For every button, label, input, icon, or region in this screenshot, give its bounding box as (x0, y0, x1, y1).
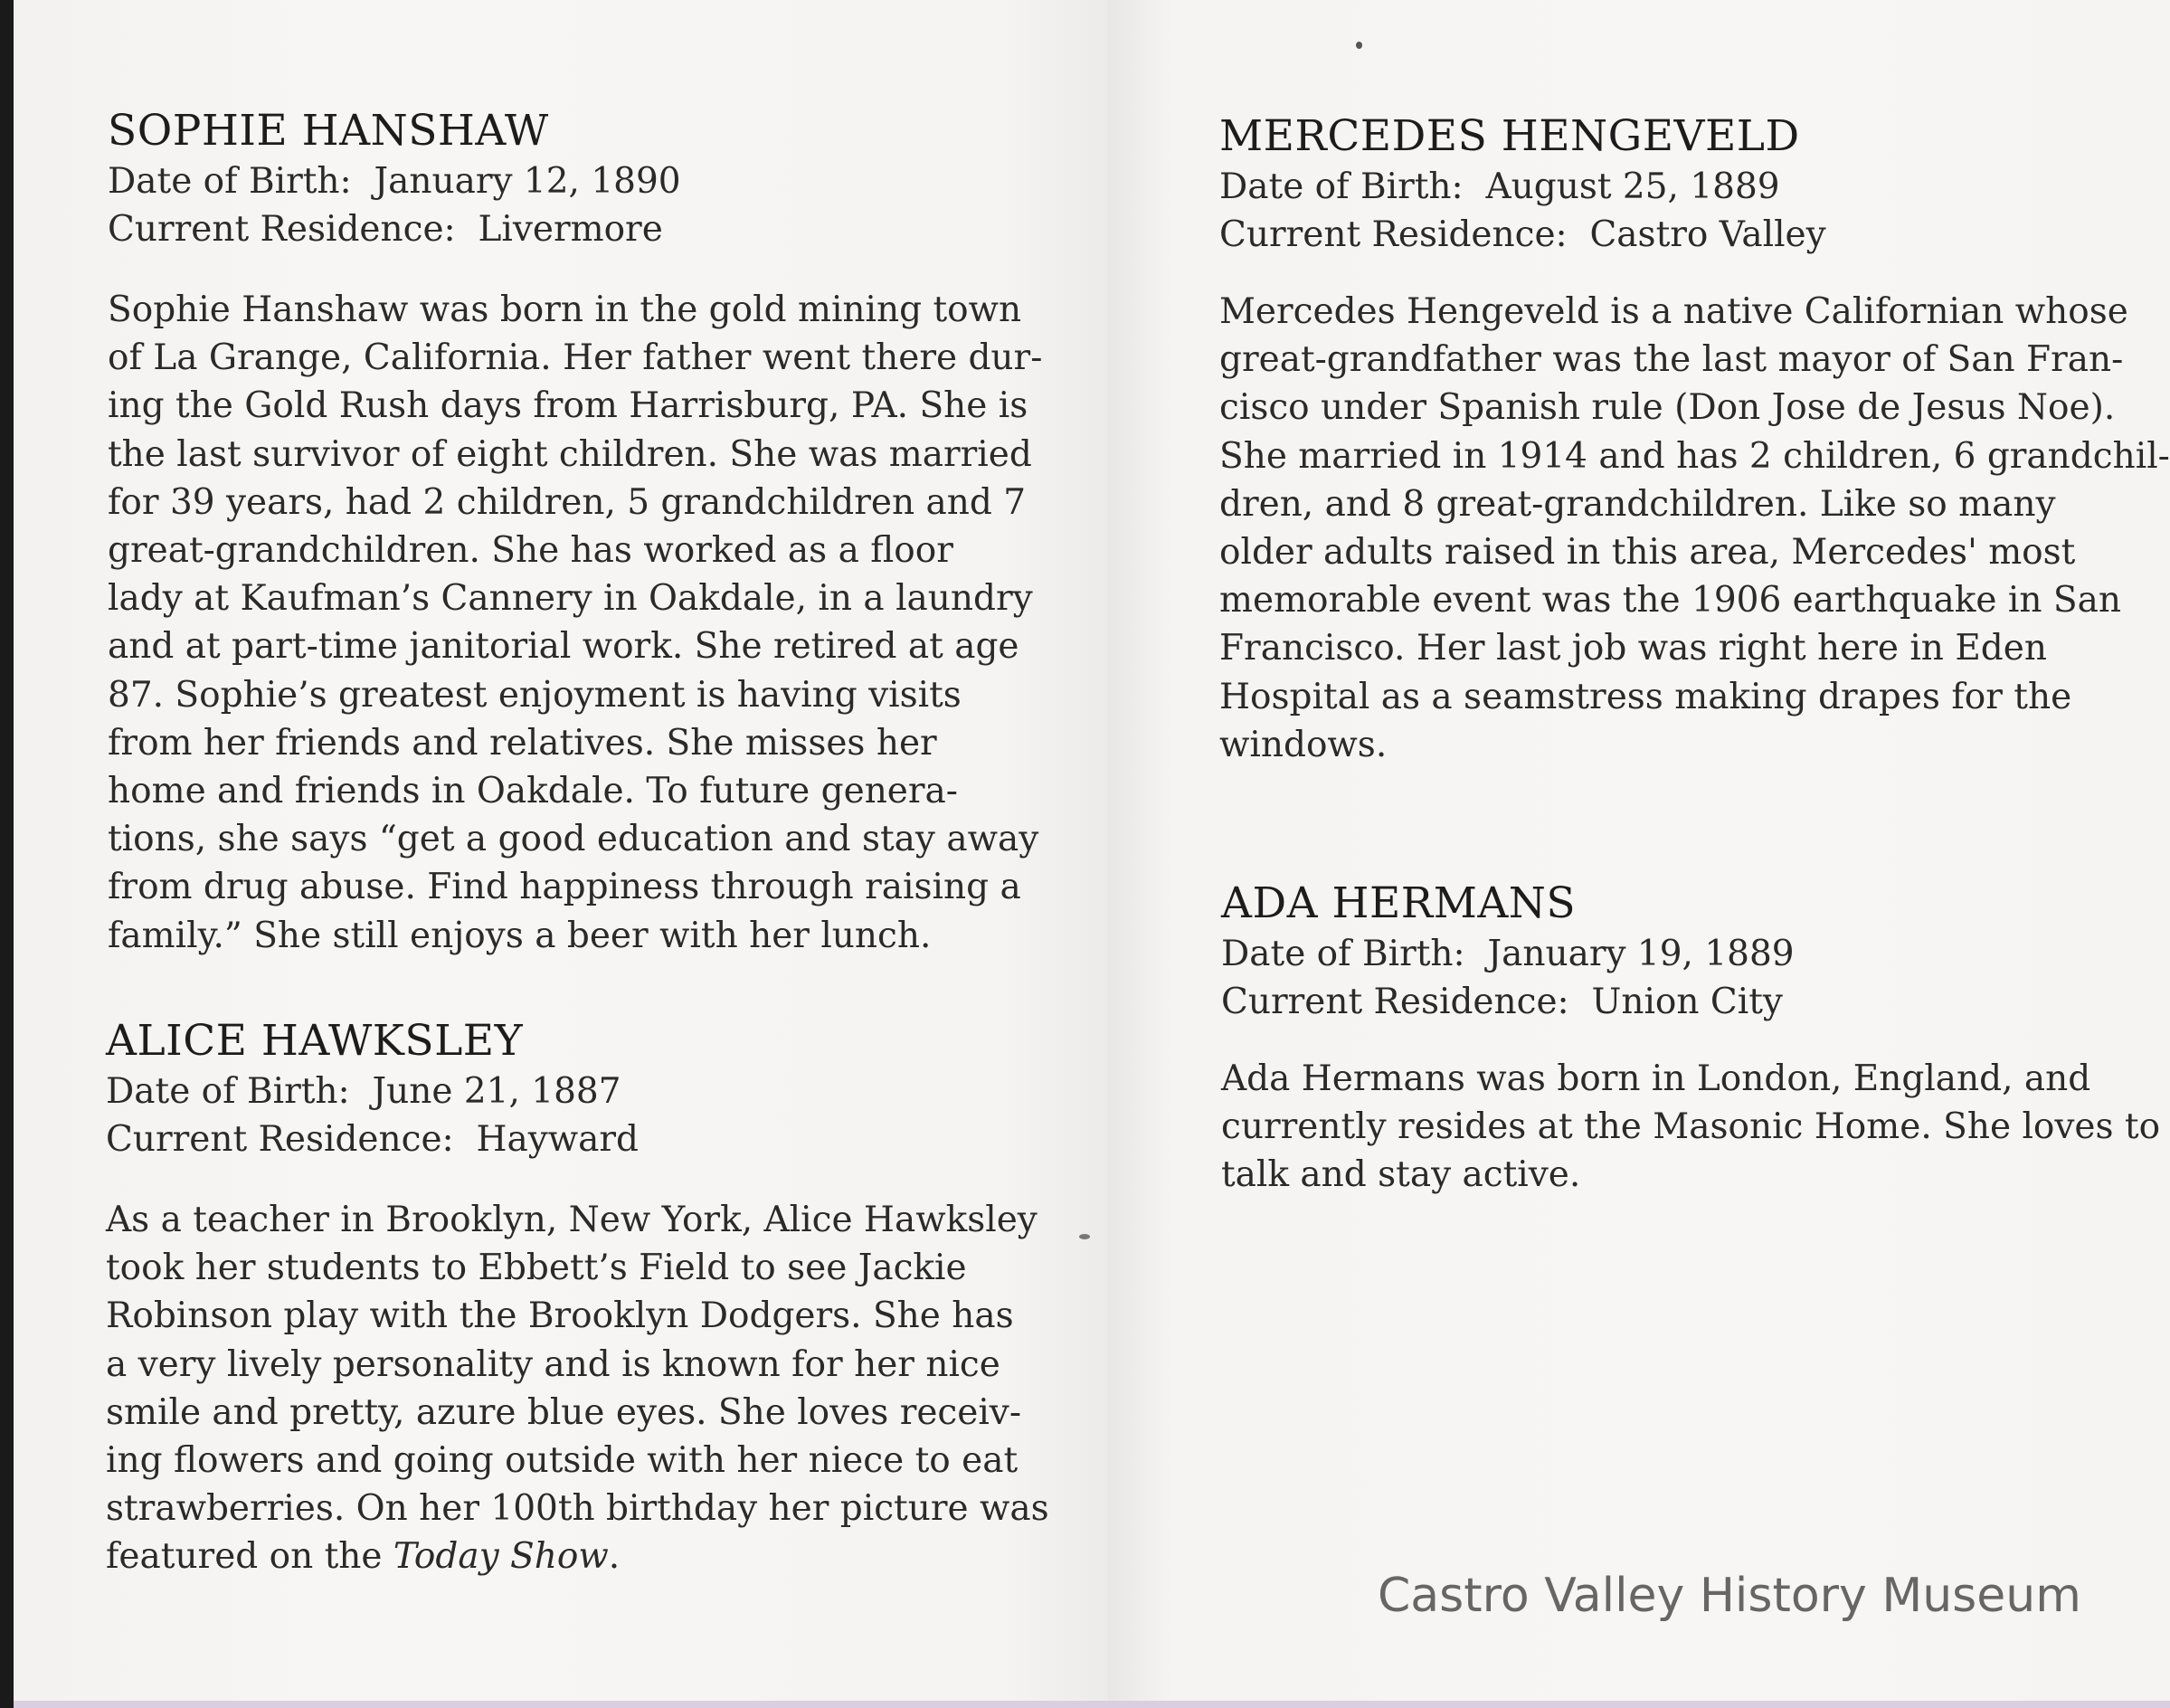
biography (1221, 1055, 2161, 1200)
museum-watermark: Castro Valley History Museum (1378, 1569, 2081, 1623)
biography (106, 1196, 1049, 1581)
current-residence (106, 1115, 1019, 1163)
bio-line: memorable event was the 1906 earthquake in San (1219, 580, 2121, 622)
bio-line: Hospital as a seamstress making drapes for the (1219, 676, 2072, 717)
entry-ada-hermans (1221, 878, 2161, 1200)
biography (108, 286, 1043, 960)
bio-line: Sophie Hanshaw was born in the gold mining town (108, 289, 1022, 330)
entry-name: ADA HERMANS (1221, 878, 1577, 928)
bio-line: the last survivor of eight children. She was married (108, 433, 1032, 475)
dob-value: January 12, 1890 (374, 161, 681, 202)
bio-line: of La Grange, California. Her father went there dur- (108, 337, 1043, 379)
bio-line: family.” She still enjoys a beer with her lunch. (108, 915, 932, 956)
current-residence (108, 205, 1021, 253)
date-of-birth (1219, 163, 2133, 211)
residence-label: Current Residence: (106, 1119, 454, 1160)
bio-line: for 39 years, had 2 children, 5 grandchildren and 7 (108, 481, 1027, 523)
bio-line: Francisco. Her last job was right here in Eden (1219, 628, 2047, 669)
entry-name: MERCEDES HENGEVELD (1219, 111, 1800, 161)
bio-line: smile and pretty, azure blue eyes. She loves receiv- (106, 1391, 1022, 1433)
residence-value: Hayward (476, 1119, 640, 1160)
bio-line: tions, she says “get a good education and stay away (108, 819, 1039, 860)
current-residence (1219, 211, 2133, 259)
bio-line: As a teacher in Brooklyn, New York, Alice Hawksley (106, 1200, 1038, 1240)
bio-line: strawberries. On her 100th birthday her picture was (106, 1488, 1049, 1530)
bio-line: She married in 1914 and has 2 children, 6 grandchil- (1219, 435, 2170, 477)
date-of-birth (106, 1068, 1019, 1115)
dob-label: Date of Birth: (1219, 166, 1464, 207)
residence-value: Livermore (478, 209, 663, 250)
bio-line: great-grandfather was the last mayor of San Fran- (1219, 339, 2124, 381)
date-of-birth (1221, 930, 2135, 978)
entry-name: ALICE HAWKSLEY (106, 1016, 524, 1066)
dob-value: January 19, 1889 (1487, 934, 1795, 974)
entry-alice-hawksley (106, 1015, 1049, 1581)
bio-line: 87. Sophie’s greatest enjoyment is having visits (108, 674, 962, 716)
bio-line: currently resides at the Masonic Home. She loves to (1221, 1106, 2161, 1148)
bio-line: windows. (1219, 724, 1388, 765)
bio-line: ing the Gold Rush days from Harrisburg, PA. She is (108, 385, 1028, 427)
bio-line: Mercedes Hengeveld is a native Californian whose (1219, 291, 2128, 332)
scan-speck (1356, 42, 1362, 49)
bio-line: Ada Hermans was born in London, England, and (1221, 1058, 2091, 1099)
entry-sophie-hanshaw (108, 105, 1043, 960)
dob-value: June 21, 1887 (372, 1071, 621, 1112)
bio-text: featured on the (106, 1536, 393, 1578)
dob-label: Date of Birth: (1221, 934, 1465, 974)
biography (1219, 288, 2170, 769)
bio-line: home and friends in Oakdale. To future genera- (108, 771, 958, 812)
bio-line: from drug abuse. Find happiness through raising a (108, 867, 1021, 908)
bio-line: cisco under Spanish rule (Don Jose de Jesus Noe). (1219, 387, 2116, 429)
bio-line: lady at Kaufman’s Cannery in Oakdale, in a laundry (108, 578, 1033, 620)
bio-line: great-grandchildren. She has worked as a floor (108, 530, 953, 572)
residence-value: Union City (1591, 982, 1783, 1022)
scan-speck (1079, 1234, 1090, 1239)
date-of-birth (108, 157, 1021, 205)
bio-line: a very lively personality and is known for her nice (106, 1343, 1000, 1385)
bio-line: from her friends and relatives. She misses her (108, 722, 937, 764)
residence-label: Current Residence: (108, 209, 456, 250)
bio-line: took her students to Ebbett’s Field to see Jackie (106, 1248, 967, 1289)
show-title: Today Show (393, 1536, 609, 1578)
entry-mercedes-hengeveld (1219, 110, 2170, 769)
residence-value: Castro Valley (1589, 214, 1826, 255)
current-residence (1221, 978, 2135, 1026)
bio-line: ing flowers and going outside with her niece to eat (106, 1440, 1019, 1482)
entry-name: SOPHIE HANSHAW (108, 106, 549, 156)
bio-line: and at part-time janitorial work. She retired at age (108, 626, 1019, 668)
dob-label: Date of Birth: (108, 161, 352, 202)
dob-value: August 25, 1889 (1485, 166, 1780, 207)
page-bottom-edge (14, 1701, 2170, 1708)
bio-line-last (106, 1532, 1019, 1580)
bio-line: talk and stay active. (1221, 1154, 1581, 1196)
bio-line: dren, and 8 great-grandchildren. Like so many (1219, 483, 2056, 525)
residence-label: Current Residence: (1221, 982, 1569, 1022)
dob-label: Date of Birth: (106, 1071, 350, 1112)
bio-line: older adults raised in this area, Mercedes' most (1219, 532, 2076, 574)
bio-line: Robinson play with the Brooklyn Dodgers. She has (106, 1295, 1014, 1337)
bio-text: . (608, 1536, 621, 1578)
residence-label: Current Residence: (1219, 214, 1568, 255)
